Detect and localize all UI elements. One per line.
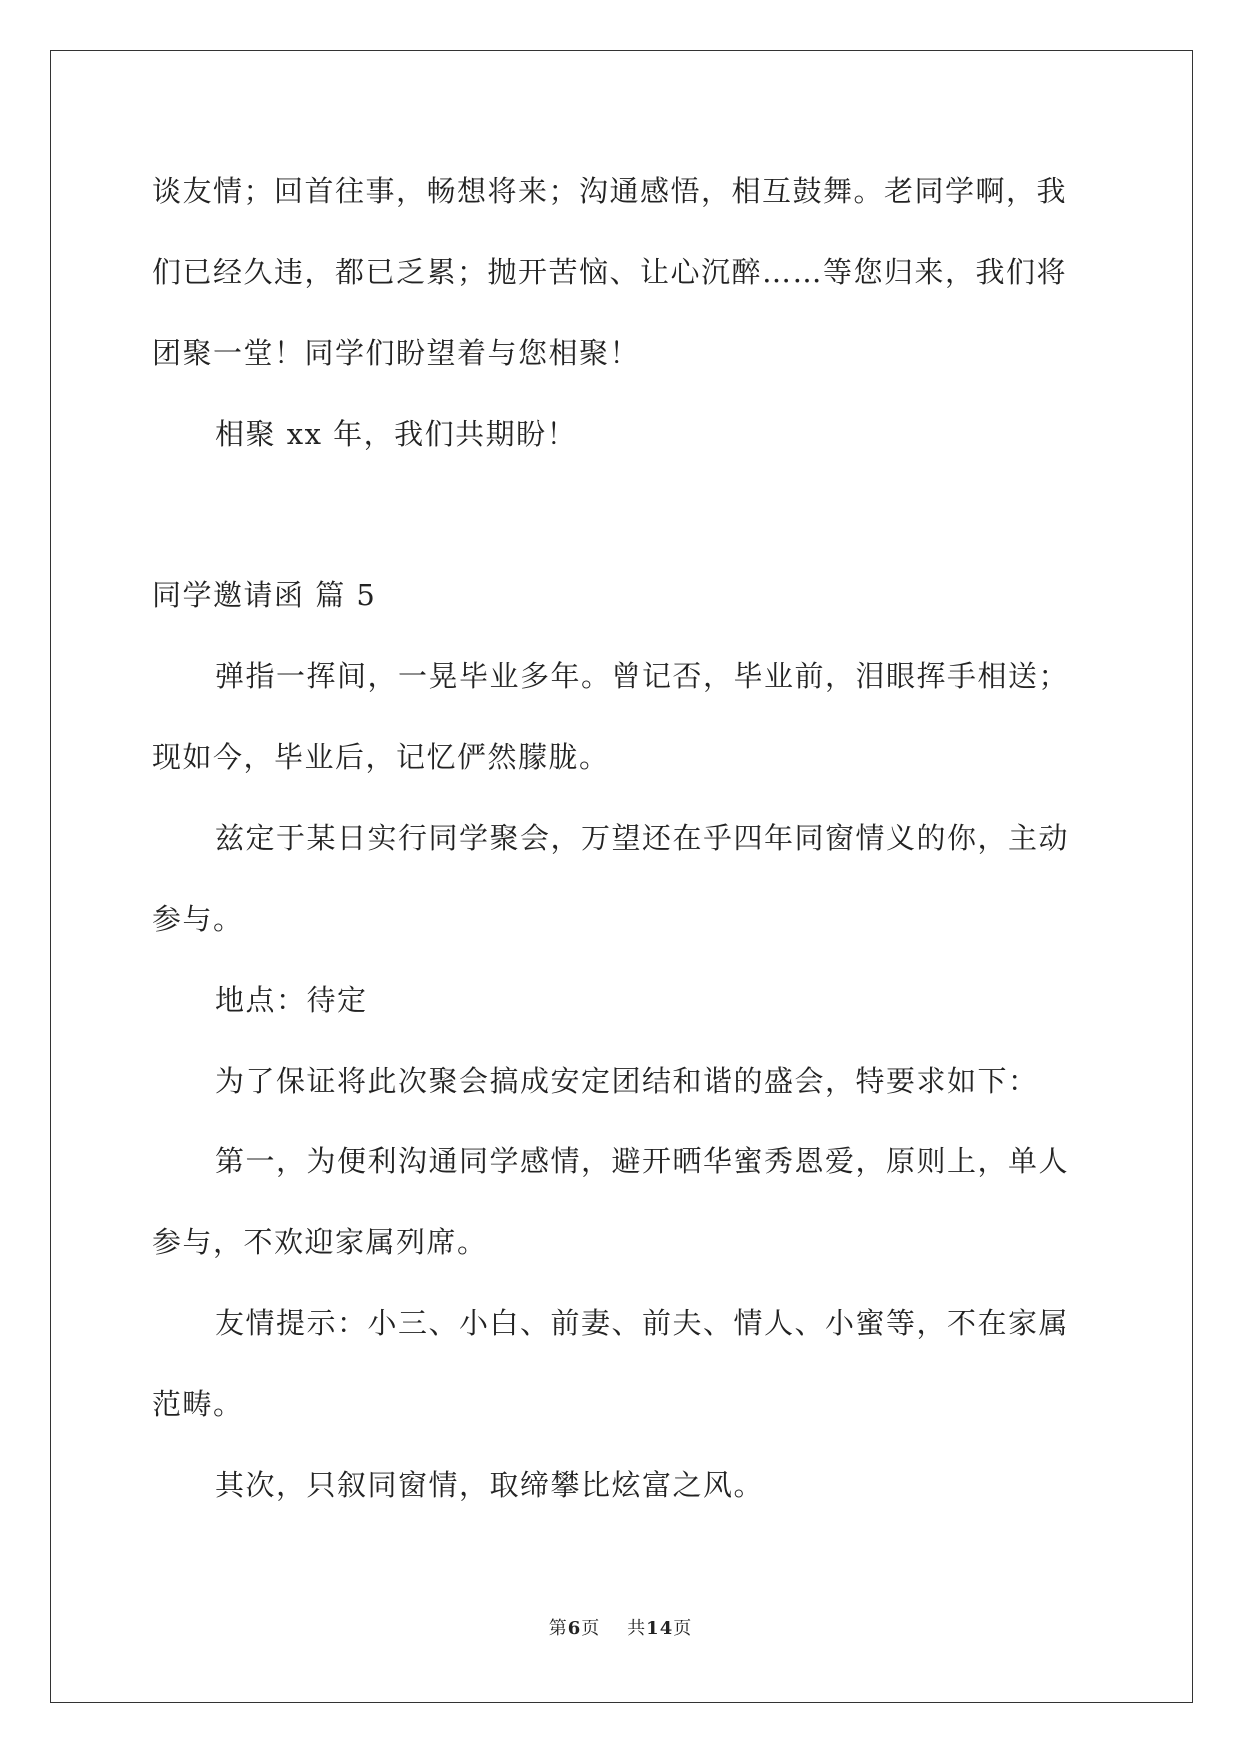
paragraph-line: 友情提示：小三、小白、前妻、前夫、情人、小蜜等，不在家属 — [215, 1306, 1070, 1340]
footer-page-suffix: 页 — [581, 1618, 601, 1639]
paragraph-line: 弹指一挥间，一晃毕业多年。曾记否，毕业前，泪眼挥手相送； — [215, 659, 1070, 693]
footer-total-suffix: 页 — [673, 1618, 693, 1639]
paragraph-line: 其次，只叙同窗情，取缔攀比炫富之风。 — [215, 1468, 765, 1502]
paragraph-line: 兹定于某日实行同学聚会，万望还在乎四年同窗情义的你，主动 — [215, 821, 1070, 855]
paragraph-line: 参与，不欢迎家属列席。 — [152, 1225, 488, 1259]
paragraph-line: 地点：待定 — [215, 983, 368, 1017]
paragraph-line: 参与。 — [152, 902, 244, 936]
footer-total-prefix: 共 — [627, 1618, 647, 1639]
footer-prefix: 第 — [548, 1618, 568, 1639]
paragraph-line: 团聚一堂！同学们盼望着与您相聚！ — [152, 336, 641, 370]
paragraph-line: 范畴。 — [152, 1387, 244, 1421]
paragraph-line: 谈友情；回首往事，畅想将来；沟通感悟，相互鼓舞。老同学啊，我 — [152, 174, 1068, 208]
footer-page-number: 6 — [567, 1618, 582, 1639]
page-border — [50, 50, 1193, 1703]
paragraph-line: 相聚 xx 年，我们共期盼！ — [215, 417, 578, 451]
section-heading: 同学邀请函 篇 5 — [152, 578, 377, 612]
paragraph-line: 为了保证将此次聚会搞成安定团结和谐的盛会，特要求如下： — [215, 1064, 1039, 1098]
paragraph-line: 们已经久违，都已乏累；抛开苦恼、让心沉醉……等您归来，我们将 — [152, 255, 1068, 289]
page-footer — [0, 1617, 1241, 1641]
paragraph-line: 第一，为便利沟通同学感情，避开晒华蜜秀恩爱，原则上，单人 — [215, 1144, 1070, 1178]
paragraph-line: 现如今，毕业后，记忆俨然朦胧。 — [152, 740, 610, 774]
footer-total-pages: 14 — [646, 1618, 674, 1639]
